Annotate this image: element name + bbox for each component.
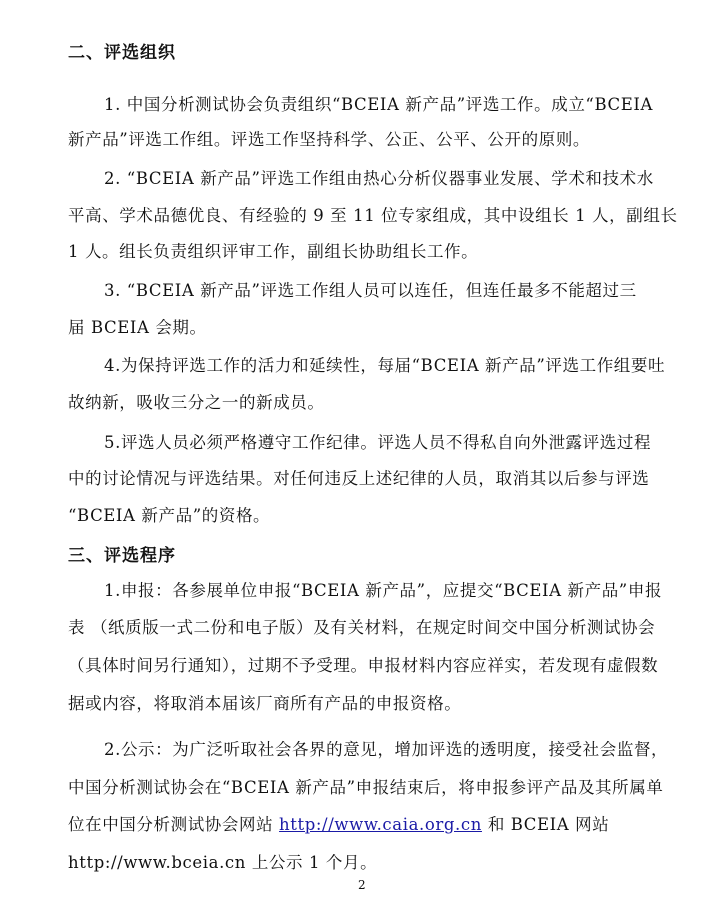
- paragraph-line: 1. 中国分析测试协会负责组织“BCEIA 新产品”评选工作。成立“BCEIA: [104, 95, 654, 114]
- paragraph-line-with-link: [68, 811, 609, 835]
- paragraph-line: 4.为保持评选工作的活力和延续性，每届“BCEIA 新产品”评选工作组要吐: [104, 356, 666, 375]
- paragraph-line: 故纳新，吸收三分之一的新成员。: [68, 393, 325, 412]
- paragraph-line: （具体时间另行通知），过期不予受理。申报材料内容应祥实，若发现有虚假数: [68, 656, 659, 675]
- paragraph-line: 2.公示：为广泛听取社会各界的意见，增加评选的透明度，接受社会监督，: [104, 740, 669, 759]
- page-number: 2: [358, 878, 366, 892]
- paragraph-line: 1 人。组长负责组织评审工作，副组长协助组长工作。: [68, 242, 479, 261]
- section-heading-evaluation-procedure: 三、评选程序: [68, 546, 176, 566]
- paragraph-line: 据或内容，将取消本届该厂商所有产品的申报资格。: [68, 694, 462, 713]
- paragraph-line: 届 BCEIA 会期。: [68, 318, 207, 337]
- paragraph-line: 中的讨论情况与评选结果。对任何违反上述纪律的人员，取消其以后参与评选: [68, 469, 650, 488]
- paragraph-line: http://www.bceia.cn 上公示 1 个月。: [68, 853, 378, 872]
- paragraph-line: 5.评选人员必须严格遵守工作纪律。评选人员不得私自向外泄露评选过程: [104, 433, 652, 452]
- paragraph-line: 1.申报：各参展单位申报“BCEIA 新产品”，应提交“BCEIA 新产品”申报: [104, 581, 663, 600]
- caia-website-link[interactable]: http://www.caia.org.cn: [279, 815, 482, 834]
- paragraph-line: 新产品”评选工作组。评选工作坚持科学、公正、公平、公开的原则。: [68, 130, 591, 149]
- paragraph-line: 3. “BCEIA 新产品”评选工作组人员可以连任，但连任最多不能超过三: [104, 281, 637, 300]
- paragraph-line: 2. “BCEIA 新产品”评选工作组由热心分析仪器事业发展、学术和技术水: [104, 169, 654, 188]
- link-line-prefix: 位在中国分析测试协会网站: [68, 815, 280, 834]
- paragraph-line: 中国分析测试协会在“BCEIA 新产品”申报结束后，将申报参评产品及其所属单: [68, 778, 664, 797]
- link-line-suffix: 和 BCEIA 网站: [481, 815, 610, 834]
- paragraph-line: 表 （纸质版一式二份和电子版）及有关材料，在规定时间交中国分析测试协会: [68, 618, 656, 637]
- section-heading-evaluation-organization: 二、评选组织: [68, 43, 176, 63]
- paragraph-line: 平高、学术品德优良、有经验的 9 至 11 位专家组成，其中设组长 1 人，副组长: [68, 206, 678, 225]
- paragraph-line: “BCEIA 新产品”的资格。: [68, 506, 271, 525]
